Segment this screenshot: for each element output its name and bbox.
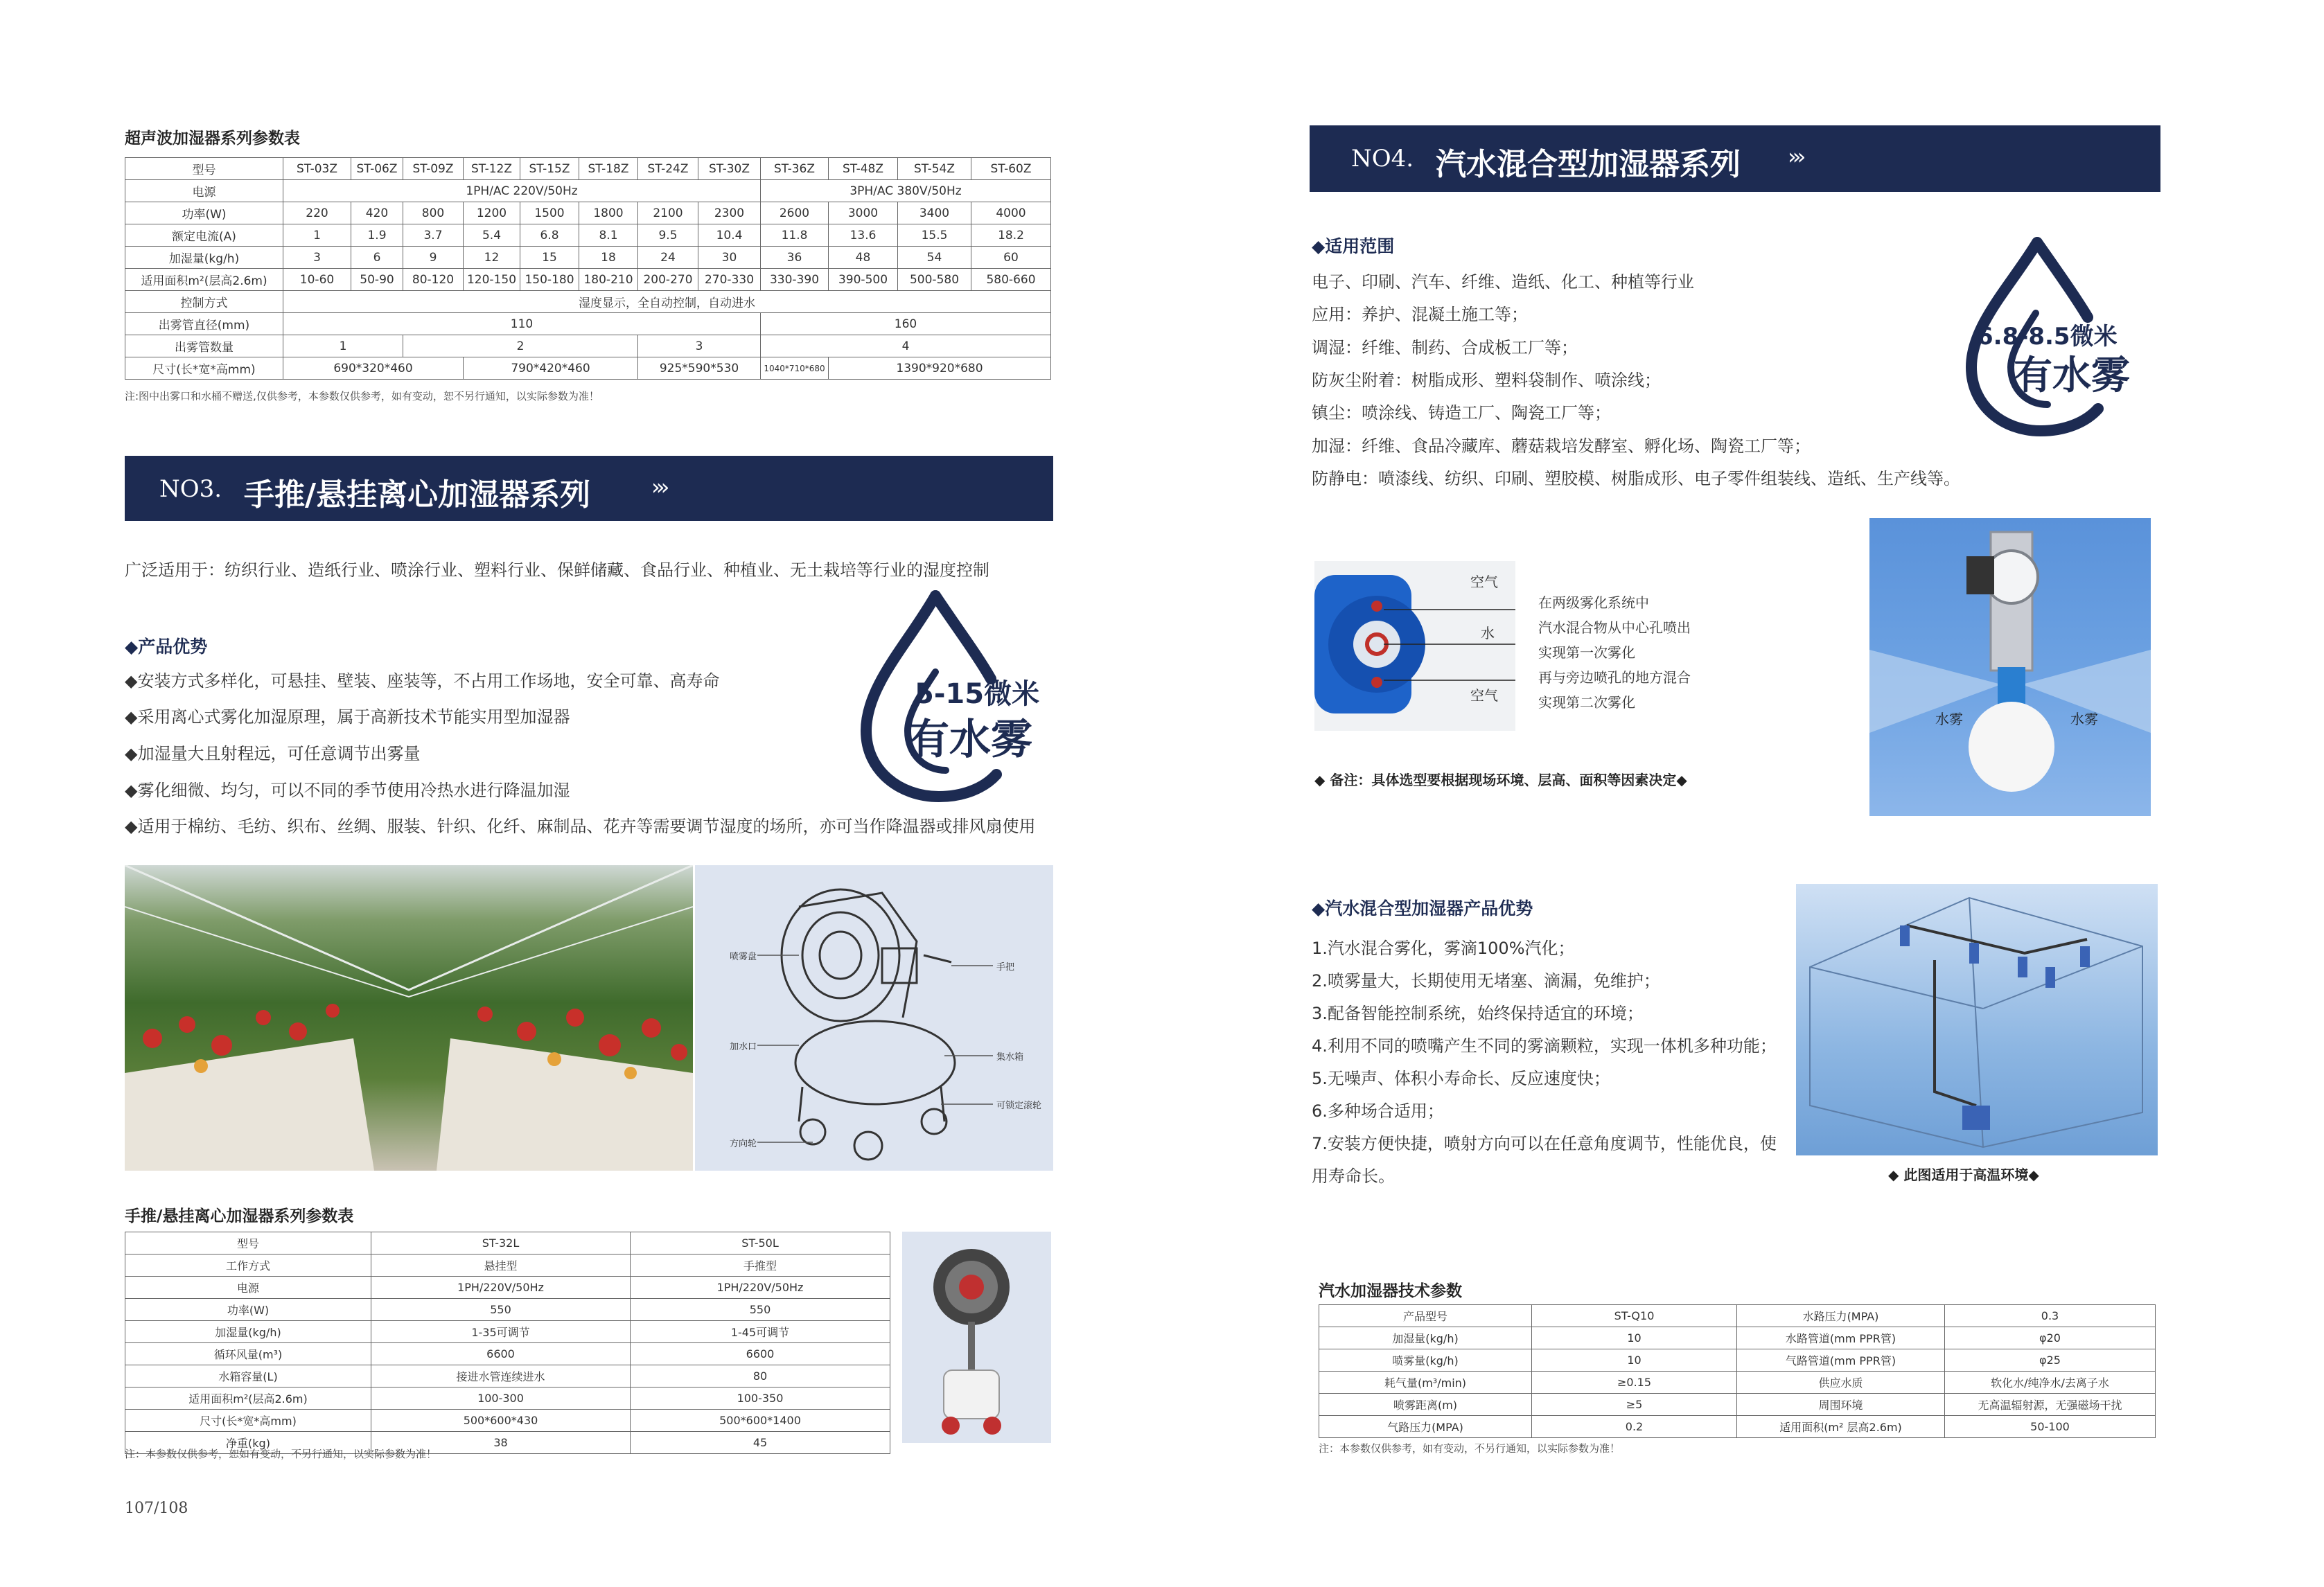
table-cell: 功率(W) [125,1299,371,1321]
table-cell: 45 [631,1432,890,1454]
table-row [1319,1394,2156,1416]
table-cell: ST-60Z [971,158,1051,180]
table-cell: ST-54Z [898,158,971,180]
page-number: 107/108 [125,1500,188,1517]
table-cell: 无高温辐射源，无强磁场干扰 [1945,1394,2156,1416]
banner-number: NO3. [159,475,222,503]
centrifugal-spec-table [125,1232,890,1454]
table-cell: 气路压力(MPA) [1319,1416,1532,1438]
table-cell: ≥5 [1532,1394,1737,1416]
table-cell: 38 [371,1432,631,1454]
table-cell: 50-100 [1945,1416,2156,1438]
table-cell: 390-500 [829,269,898,291]
table-row [1319,1305,2156,1327]
table-cell: 0.2 [1532,1416,1737,1438]
chevrons-icon: ››› [1788,143,1802,170]
table-cell: 2 [403,335,638,357]
table-cell: 湿度显示，全自动控制，自动进水 [283,291,1051,313]
table-cell: 550 [631,1299,890,1321]
table-row [125,1299,890,1321]
table-cell: 4 [761,335,1051,357]
list-item: ◆雾化细微、均匀，可以不同的季节使用冷热水进行降温加湿 [125,781,570,800]
table-cell: 120-150 [464,269,520,291]
table-cell: 喷雾距离(m) [1319,1394,1532,1416]
table-cell: 1-45可调节 [631,1321,890,1343]
table-cell: 550 [371,1299,631,1321]
table-cell: 加湿量(kg/h) [125,1321,371,1343]
table-cell: ST-32L [371,1232,631,1254]
table-cell: φ20 [1945,1327,2156,1349]
table-cell: 50-90 [351,269,403,291]
product-advantages-heading: ◆汽水混合型加湿器产品优势 [1312,898,1533,919]
table-row [125,247,1051,269]
mist-nozzle-photo [1869,518,2151,816]
table-cell: 6 [351,247,403,269]
list-item: 电子、印刷、汽车、纤维、造纸、化工、种植等行业 [1312,272,1694,292]
table-cell: 适用面积m²(层高2.6m) [125,269,283,291]
table-cell: 36 [761,247,829,269]
table-cell: 喷雾量(kg/h) [1319,1349,1532,1372]
centrifugal-product-photo [902,1232,1051,1443]
table-cell: 1PH/220V/50Hz [371,1277,631,1299]
table-cell: 循环风量(m³) [125,1343,371,1365]
table-cell: 3.7 [403,224,464,247]
mist-nozzle-illustration [1869,518,2151,816]
table-cell: 180-210 [579,269,638,291]
table-cell: 925*590*530 [638,357,761,380]
table-cell: 8.1 [579,224,638,247]
table-cell: 软化水/纯净水/去离子水 [1945,1372,2156,1394]
table-row [125,1343,890,1365]
table-row [125,1321,890,1343]
table-cell: ST-30Z [698,158,761,180]
table-cell: 160 [761,313,1051,335]
table-cell: 13.6 [829,224,898,247]
table-cell: 24 [638,247,698,269]
description-line: 汽水混合物从中心孔喷出 [1538,619,1691,636]
badge-mist-text: 有水雾 [908,716,1032,764]
nozzle-description [1538,590,1691,715]
droplet-badge [1954,236,2162,436]
table-cell: ST-15Z [520,158,579,180]
table-cell: 100-350 [631,1387,890,1410]
table-cell: 0.3 [1945,1305,2156,1327]
mist-label: 水雾 [2070,711,2098,727]
table-row [125,224,1051,247]
list-item: ◆采用离心式雾化加湿原理，属于高新技术节能实用型加湿器 [125,707,570,727]
table-row [125,1387,890,1410]
table-cell: 790*420*460 [464,357,638,380]
table-cell: 控制方式 [125,291,283,313]
droplet-badge [859,589,1067,804]
table-row [125,1365,890,1387]
list-item: 镇尘：喷涂线、铸造工厂、陶瓷工厂等； [1312,403,1611,423]
description-line: 在两级雾化系统中 [1538,594,1649,611]
table-cell: 3 [638,335,761,357]
banner-number: NO4. [1351,145,1414,172]
table-cell: ST-09Z [403,158,464,180]
table-cell: 型号 [125,1232,371,1254]
table-cell: 1390*920*680 [829,357,1051,380]
description-line: 实现第二次雾化 [1538,694,1635,711]
list-item: 用寿命长。 [1312,1167,1395,1186]
table-cell: 330-390 [761,269,829,291]
table-cell: 出雾管数量 [125,335,283,357]
diagram-label: 加水口 [730,1042,757,1052]
table-cell: 电源 [125,180,283,202]
table-cell: 接进水管连续进水 [371,1365,631,1387]
table-cell: 60 [971,247,1051,269]
selection-note: ◆ 备注：具体选型要根据现场环境、层高、面积等因素决定◆ [1314,772,1687,788]
table-cell: ST-03Z [283,158,351,180]
table-cell: 10 [1532,1327,1737,1349]
table-cell: ≥0.15 [1532,1372,1737,1394]
table-cell: 3400 [898,202,971,224]
table-cell: 1PH/AC 220V/50Hz [283,180,761,202]
table-cell: 10 [1532,1349,1737,1372]
table-cell: 加湿量(kg/h) [1319,1327,1532,1349]
table-cell: 尺寸(长*宽*高mm) [125,1410,371,1432]
mist-label: 水雾 [1935,711,1963,727]
table-cell: 1 [283,224,351,247]
table-cell: 1500 [520,202,579,224]
table-cell: 1-35可调节 [371,1321,631,1343]
scope-heading: ◆适用范围 [1312,236,1395,256]
table-cell: 110 [283,313,761,335]
table-cell: 10.4 [698,224,761,247]
list-item: 7.安装方便快捷，喷射方向可以在任意角度调节，性能优良，使 [1312,1134,1777,1153]
table-cell: 悬挂型 [371,1254,631,1277]
table-cell: 1040*710*680 [761,357,829,380]
tech-table-title: 汽水加湿器技术参数 [1319,1282,1462,1300]
table-cell: 54 [898,247,971,269]
table-cell: 18 [579,247,638,269]
diagram-label: 可锁定滚轮 [996,1101,1042,1111]
installation-caption: ◆ 此图适用于高温环境◆ [1888,1167,2039,1183]
table-cell: 9 [403,247,464,269]
table-row [125,202,1051,224]
table-row [125,269,1051,291]
table-cell: 供应水质 [1737,1372,1945,1394]
table-cell: 1200 [464,202,520,224]
table-cell: 2600 [761,202,829,224]
table-cell: 工作方式 [125,1254,371,1277]
table-cell: 6600 [371,1343,631,1365]
table-cell: 80 [631,1365,890,1387]
diagram-label: 手把 [996,962,1015,973]
table-cell: ST-50L [631,1232,890,1254]
table-cell: 4000 [971,202,1051,224]
table-row [125,291,1051,313]
section-banner-no3 [125,456,1053,521]
banner-title: 手推/悬挂离心加湿器系列 [244,477,591,513]
list-item: ◆加湿量大且射程远，可任意调节出雾量 [125,744,421,763]
banner-title: 汽水混合型加湿器系列 [1436,147,1741,182]
diagram-label: 方向轮 [730,1139,757,1149]
table-cell: 耗气量(m³/min) [1319,1372,1532,1394]
diagram-label: 集水箱 [996,1052,1024,1063]
table-cell: 适用面积(m² 层高2.6m) [1737,1416,1945,1438]
strawberry-illustration [125,865,693,1171]
building-illustration [1796,884,2158,1155]
chevrons-icon: ››› [651,474,666,500]
list-item: 6.多种场合适用； [1312,1101,1444,1121]
table-cell: 出雾管直径(mm) [125,313,283,335]
advantages-heading: ◆产品优势 [125,637,208,657]
table-cell: 11.8 [761,224,829,247]
table-cell: 150-180 [520,269,579,291]
list-item: 4.利用不同的喷嘴产生不同的雾滴颗粒，实现一体机多种功能； [1312,1036,1777,1056]
centri-table-note: 注：本参数仅供参考，恕如有变动，不另行通知，以实际参数为准！ [125,1448,437,1460]
table-cell: 水路压力(MPA) [1737,1305,1945,1327]
table-cell: 加湿量(kg/h) [125,247,283,269]
table-cell: 电源 [125,1277,371,1299]
list-item: ◆安装方式多样化，可悬挂、壁装、座装等，不占用工作场地，安全可靠、高寿命 [125,671,720,691]
table-cell: 500*600*430 [371,1410,631,1432]
table-cell: 15 [520,247,579,269]
table-row [1319,1416,2156,1438]
table-row [125,1232,890,1254]
table-row [1319,1327,2156,1349]
ultrasonic-spec-table [125,157,1051,380]
table-row [125,1254,890,1277]
table-cell: 尺寸(长*宽*高mm) [125,357,283,380]
nozzle-label: 水 [1481,625,1495,641]
table-cell: 80-120 [403,269,464,291]
table-cell: ST-18Z [579,158,638,180]
ultra-table-note: 注:图中出雾口和水桶不赠送,仅供参考，本参数仅供参考，如有变动，恕不另行通知，以实际参数为准！ [125,390,599,402]
table-cell: 12 [464,247,520,269]
table-cell: 15.5 [898,224,971,247]
centri-table-title: 手推/悬挂离心加湿器系列参数表 [125,1207,354,1225]
table-row [125,158,1051,180]
table-cell: 500-580 [898,269,971,291]
table-row [1319,1372,2156,1394]
table-cell: 580-660 [971,269,1051,291]
table-cell: 10-60 [283,269,351,291]
diagram-label: 喷雾盘 [730,952,757,962]
table-cell: 功率(W) [125,202,283,224]
table-cell: 水路管道(mm PPR管) [1737,1327,1945,1349]
table-cell: 1800 [579,202,638,224]
table-cell: 9.5 [638,224,698,247]
table-cell: 220 [283,202,351,224]
list-item: 3.配备智能控制系统，始终保持适宜的环境； [1312,1004,1644,1023]
table-cell: ST-48Z [829,158,898,180]
list-item: 防灰尘附着：树脂成形、塑料袋制作、喷涂线； [1312,371,1661,390]
table-cell: ST-24Z [638,158,698,180]
list-item: 加湿：纤维、食品冷藏库、蘑菇栽培发酵室、孵化场、陶瓷工厂等； [1312,436,1811,456]
table-cell: 手推型 [631,1254,890,1277]
nozzle-photo [1314,561,1515,731]
table-row [125,335,1051,357]
table-cell: 420 [351,202,403,224]
table-cell: 2300 [698,202,761,224]
machine-line-drawing [695,865,1053,1171]
table-cell: 200-270 [638,269,698,291]
table-cell: 额定电流(A) [125,224,283,247]
nozzle-label: 空气 [1470,574,1498,590]
table-cell: 5.4 [464,224,520,247]
table-cell: 2100 [638,202,698,224]
table-cell: ST-12Z [464,158,520,180]
table-cell: 净重(kg) [125,1432,371,1454]
table-row [1319,1349,2156,1372]
table-cell: 30 [698,247,761,269]
list-item: 调湿：纤维、制药、合成板工厂等； [1312,338,1578,357]
table-cell: 3 [283,247,351,269]
table-cell: 3000 [829,202,898,224]
description-line: 再与旁边喷孔的地方混合 [1538,669,1691,686]
tech-spec-table [1319,1304,2156,1438]
table-cell: 气路管道(mm PPR管) [1737,1349,1945,1372]
table-cell: 690*320*460 [283,357,464,380]
list-item: ◆适用于棉纺、毛纺、织布、丝绸、服装、针织、化纤、麻制品、花卉等需要调节湿度的场所，亦可当作降温器或排风扇使用 [125,817,1036,836]
table-cell: 3PH/AC 380V/50Hz [761,180,1051,202]
list-item: 1.汽水混合雾化，雾滴100%汽化； [1312,939,1575,958]
table-cell: 800 [403,202,464,224]
table-cell: 6.8 [520,224,579,247]
table-row [125,1410,890,1432]
table-cell: ST-Q10 [1532,1305,1737,1327]
humidifier-product-image [902,1232,1051,1443]
nozzle-label: 空气 [1470,687,1498,704]
table-cell: 1PH/220V/50Hz [631,1277,890,1299]
table-cell: 500*600*1400 [631,1410,890,1432]
table-cell: ST-36Z [761,158,829,180]
table-cell: 1 [283,335,403,357]
badge-mist-text: 有水雾 [2014,353,2130,398]
table-cell: 适用面积m²(层高2.6m) [125,1387,371,1410]
apply-text: 广泛适用于：纺织行业、造纸行业、喷涂行业、塑料行业、保鲜储藏、食品行业、种植业、无土栽培等行业的湿度控制 [125,560,989,580]
table-row [125,180,1051,202]
installation-diagram [1796,884,2158,1155]
centrifugal-diagram [695,865,1053,1171]
ultra-table-title: 超声波加湿器系列参数表 [125,130,300,148]
list-item: 5.无噪声、体积小寿命长、反应速度快； [1312,1069,1610,1088]
list-item: 防静电：喷漆线、纺织、印刷、塑胶模、树脂成形、电子零件组装线、造纸、生产线等。 [1312,469,1960,488]
table-row [125,313,1051,335]
table-cell: 270-330 [698,269,761,291]
tech-table-note: 注：本参数仅供参考，如有变动，不另行通知，以实际参数为准！ [1319,1442,1621,1455]
table-cell: 100-300 [371,1387,631,1410]
table-cell: ST-06Z [351,158,403,180]
section-banner-no4 [1310,125,2160,192]
table-row [125,357,1051,380]
list-item: 2.喷雾量大，长期使用无堵塞、滴漏，免维护； [1312,971,1660,991]
table-cell: 产品型号 [1319,1305,1532,1327]
table-cell: 6600 [631,1343,890,1365]
table-cell: 1.9 [351,224,403,247]
table-cell: φ25 [1945,1349,2156,1372]
table-cell: 水箱容量(L) [125,1365,371,1387]
table-cell: 周围环境 [1737,1394,1945,1416]
table-cell: 18.2 [971,224,1051,247]
table-cell: 48 [829,247,898,269]
greenhouse-photo [125,865,693,1171]
list-item: 应用：养护、混凝土施工等； [1312,305,1528,324]
description-line: 实现第一次雾化 [1538,644,1635,661]
badge-size-text: 5-15微米 [915,678,1040,710]
table-row [125,1277,890,1299]
badge-size-text: 6.8-8.5微米 [1977,323,2118,351]
table-cell: 型号 [125,158,283,180]
